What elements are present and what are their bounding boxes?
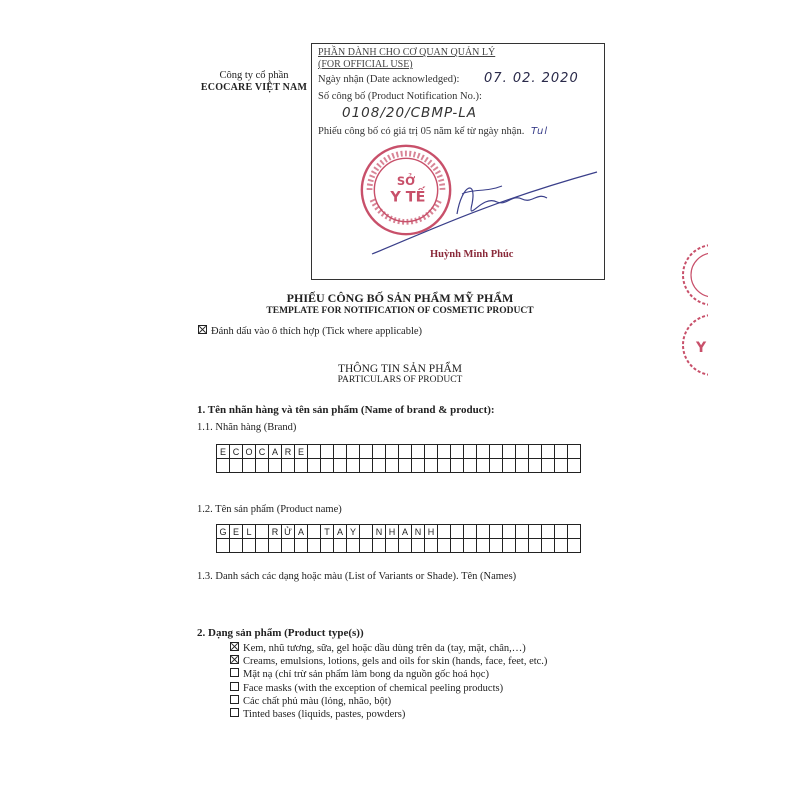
checkbox-icon — [230, 668, 239, 677]
grid-cell — [568, 525, 581, 539]
option-text: Tinted bases (liquids, pastes, powders) — [243, 709, 406, 721]
grid-cell — [412, 459, 425, 473]
option-text: Các chất phủ màu (lỏng, nhão, bột) — [243, 695, 392, 707]
grid-cell — [477, 525, 490, 539]
grid-cell — [386, 459, 399, 473]
grid-cell: L — [243, 525, 256, 539]
validity-text: Phiếu công bố có giá trị 05 năm kể từ ngày nhận. — [318, 126, 525, 137]
grid-cell — [542, 445, 555, 459]
grid-cell — [555, 459, 568, 473]
date-row — [318, 71, 579, 86]
grid-cell: Ử — [282, 525, 295, 539]
grid-cell — [282, 539, 295, 553]
product-type-option — [230, 668, 547, 681]
grid-cell — [360, 539, 373, 553]
grid-cell — [503, 539, 516, 553]
grid-cell — [295, 459, 308, 473]
grid-cell — [451, 525, 464, 539]
grid-cell — [555, 539, 568, 553]
grid-cell — [490, 459, 503, 473]
checked-box-icon — [230, 655, 239, 664]
grid-cell — [256, 525, 269, 539]
grid-cell: Y — [347, 525, 360, 539]
company-header — [190, 70, 318, 94]
grid-cell — [399, 445, 412, 459]
official-header-en: (FOR OFFICIAL USE) — [318, 59, 413, 70]
product-type-option — [230, 682, 547, 695]
date-label: Ngày nhận (Date acknowledged): — [318, 74, 460, 85]
company-name: ECOCARE VIỆT NAM — [200, 82, 308, 93]
option-text: Mặt nạ (chỉ trừ sản phẩm làm bong da nguồn gốc hoá học) — [243, 669, 489, 681]
grid-cell — [360, 525, 373, 539]
grid-cell: A — [399, 525, 412, 539]
grid-cell — [503, 459, 516, 473]
checked-box-icon — [230, 642, 239, 651]
tick-note-text: Đánh dấu vào ô thích hợp (Tick where applicable) — [211, 326, 423, 337]
grid-cell — [542, 539, 555, 553]
grid-cell — [425, 539, 438, 553]
grid-cell — [321, 445, 334, 459]
grid-cell — [529, 445, 542, 459]
grid-cell — [282, 459, 295, 473]
validity-row — [318, 126, 548, 137]
grid-cell — [451, 539, 464, 553]
checkbox-icon — [230, 682, 239, 691]
grid-cell — [334, 459, 347, 473]
product-type-option — [230, 642, 547, 655]
product-type-option — [230, 695, 547, 708]
grid-cell — [386, 539, 399, 553]
grid-cell — [308, 445, 321, 459]
svg-text:SỞ: SỞ — [396, 174, 416, 189]
brand-grid — [216, 444, 581, 473]
grid-cell — [308, 539, 321, 553]
grid-cell — [360, 459, 373, 473]
grid-cell: E — [217, 445, 230, 459]
grid-cell — [451, 445, 464, 459]
grid-cell — [217, 459, 230, 473]
form-subtitle: TEMPLATE FOR NOTIFICATION OF COSMETIC PRODUCT — [266, 306, 534, 316]
grid-cell — [217, 539, 230, 553]
grid-cell — [230, 539, 243, 553]
grid-cell — [438, 539, 451, 553]
grid-cell — [477, 539, 490, 553]
grid-cell — [516, 525, 529, 539]
grid-cell: C — [230, 445, 243, 459]
number-value: 0108/20/CBMP-LA — [342, 105, 477, 121]
grid-cell — [256, 539, 269, 553]
grid-cell — [347, 459, 360, 473]
grid-cell — [503, 445, 516, 459]
grid-cell — [269, 539, 282, 553]
grid-cell — [568, 539, 581, 553]
grid-cell — [230, 459, 243, 473]
grid-cell: O — [243, 445, 256, 459]
svg-text:Y: Y — [696, 340, 707, 356]
grid-cell — [516, 459, 529, 473]
variants-label: 1.3. Danh sách các dạng hoặc màu (List of Variants or Shade). Tên (Names) — [197, 571, 517, 582]
grid-cell: H — [425, 525, 438, 539]
grid-cell — [425, 445, 438, 459]
grid-cell — [568, 459, 581, 473]
product-name-label: 1.2. Tên sản phẩm (Product name) — [197, 504, 342, 515]
grid-cell: A — [269, 445, 282, 459]
section2-heading: 2. Dạng sản phẩm (Product type(s)) — [197, 627, 364, 639]
particulars-heading: THÔNG TIN SẢN PHẨM — [337, 363, 463, 375]
grid-cell — [490, 525, 503, 539]
grid-cell — [503, 525, 516, 539]
grid-cell — [490, 445, 503, 459]
grid-cell — [516, 539, 529, 553]
grid-cell — [542, 459, 555, 473]
checkbox-icon — [230, 708, 239, 717]
grid-cell: H — [386, 525, 399, 539]
option-text: Creams, emulsions, lotions, gels and oils for skin (hands, face, feet, etc.) — [243, 656, 548, 668]
grid-cell — [295, 539, 308, 553]
product-type-options — [230, 642, 547, 721]
grid-cell: T — [321, 525, 334, 539]
grid-cell — [555, 525, 568, 539]
initials: Tul — [530, 126, 549, 137]
official-header — [318, 47, 495, 71]
grid-cell — [438, 445, 451, 459]
grid-cell — [347, 445, 360, 459]
form-title: PHIẾU CÔNG BỐ SẢN PHẨM MỸ PHẨM — [286, 291, 514, 305]
grid-cell — [373, 445, 386, 459]
grid-cell — [451, 459, 464, 473]
brand-label: 1.1. Nhãn hàng (Brand) — [197, 422, 297, 433]
grid-cell — [464, 525, 477, 539]
grid-cell — [412, 445, 425, 459]
grid-cell — [243, 539, 256, 553]
grid-cell — [321, 459, 334, 473]
grid-cell — [490, 539, 503, 553]
grid-cell — [464, 445, 477, 459]
grid-cell — [516, 445, 529, 459]
particulars-subheading: PARTICULARS OF PRODUCT — [337, 375, 463, 385]
grid-cell — [321, 539, 334, 553]
grid-cell — [464, 459, 477, 473]
checked-box-icon — [198, 325, 207, 334]
official-header-vn: PHẦN DÀNH CHO CƠ QUAN QUẢN LÝ — [318, 47, 496, 58]
grid-cell: E — [295, 445, 308, 459]
company-line: Công ty cổ phần — [219, 70, 289, 81]
grid-cell: C — [256, 445, 269, 459]
grid-cell: R — [282, 445, 295, 459]
checkbox-icon — [230, 695, 239, 704]
product-type-option — [230, 655, 547, 668]
number-label: Số công bố (Product Notification No.): — [318, 91, 482, 102]
date-value: 07. 02. 2020 — [484, 71, 579, 86]
grid-cell — [529, 539, 542, 553]
grid-cell — [477, 459, 490, 473]
grid-cell — [542, 525, 555, 539]
grid-cell — [347, 539, 360, 553]
product-type-option — [230, 708, 547, 721]
official-use-box — [311, 43, 605, 280]
grid-cell — [243, 459, 256, 473]
option-text: Face masks (with the exception of chemical peeling products) — [243, 682, 504, 694]
grid-cell — [269, 459, 282, 473]
grid-cell — [412, 539, 425, 553]
grid-cell — [529, 525, 542, 539]
grid-cell — [334, 445, 347, 459]
grid-cell: N — [412, 525, 425, 539]
grid-cell — [334, 539, 347, 553]
grid-cell: A — [334, 525, 347, 539]
grid-cell — [568, 445, 581, 459]
grid-cell — [308, 525, 321, 539]
grid-cell — [308, 459, 321, 473]
grid-cell: G — [217, 525, 230, 539]
grid-cell — [464, 539, 477, 553]
grid-cell — [425, 459, 438, 473]
grid-cell: R — [269, 525, 282, 539]
grid-cell — [360, 445, 373, 459]
grid-cell — [438, 525, 451, 539]
grid-cell: E — [230, 525, 243, 539]
grid-cell — [399, 539, 412, 553]
grid-cell — [477, 445, 490, 459]
grid-cell — [438, 459, 451, 473]
grid-cell — [256, 459, 269, 473]
option-text: Kem, nhũ tương, sữa, gel hoặc dầu dùng trên da (tay, mặt, chân,…) — [243, 643, 526, 654]
grid-cell: A — [295, 525, 308, 539]
signer-name: Huỳnh Minh Phúc — [430, 249, 514, 260]
grid-cell: N — [373, 525, 386, 539]
section1-heading: 1. Tên nhãn hàng và tên sản phẩm (Name of brand & product): — [197, 404, 495, 416]
grid-cell — [373, 459, 386, 473]
product-name-grid — [216, 524, 581, 553]
grid-cell — [555, 445, 568, 459]
grid-cell — [529, 459, 542, 473]
svg-text:Y TẾ: Y TẾ — [390, 189, 426, 206]
tick-note — [198, 325, 422, 337]
grid-cell — [373, 539, 386, 553]
grid-cell — [399, 459, 412, 473]
grid-cell — [386, 445, 399, 459]
